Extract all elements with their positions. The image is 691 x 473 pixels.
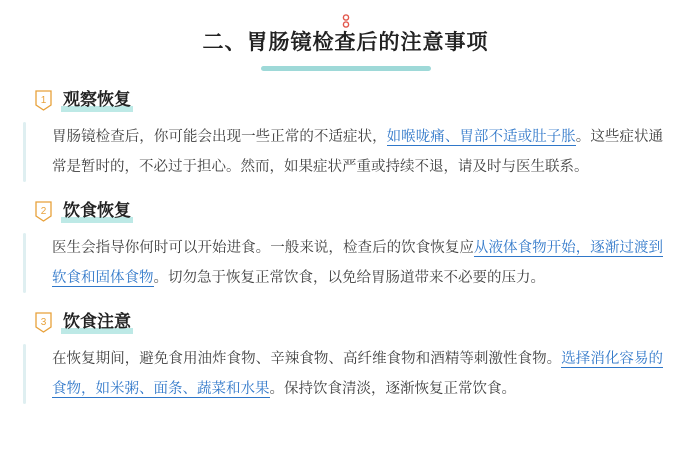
section-1-header xyxy=(22,89,669,112)
section-3-paragraph xyxy=(26,344,669,404)
text-part: 医生会指导你何时可以开始进食。一般来说，检查后的饮食恢复应 xyxy=(52,240,474,256)
highlighted-text: 如喉咙痛、胃部不适或肚子胀 xyxy=(386,129,576,145)
section-1-heading xyxy=(61,89,133,112)
section-2-heading-text: 饮食恢复 xyxy=(63,201,131,220)
text-part: 胃肠镜检查后，你可能会出现一些正常的不适症状， xyxy=(52,129,387,145)
text-part: 。这些症状通常是暂时的，不必过于担心。然而，如果症状严重或持续不退，请及时与医生联系。 xyxy=(52,129,664,175)
numbered-ribbon-icon xyxy=(34,201,53,222)
section-3-heading xyxy=(61,311,133,334)
section-2-paragraph xyxy=(26,233,669,293)
section-1-body xyxy=(22,122,669,182)
text-part: 在恢复期间，避免食用油炸食物、辛辣食物、高纤维食物和酒精等刺激性食物。 xyxy=(52,351,562,367)
numbered-ribbon-icon xyxy=(34,312,53,333)
section-1-heading-text: 观察恢复 xyxy=(63,90,131,109)
text-part: 。保持饮食清淡，逐渐恢复正常饮食。 xyxy=(269,381,516,397)
section-2-number: 2 xyxy=(40,206,47,217)
page-title: 二、胃肠镜检查后的注意事项 xyxy=(202,31,489,54)
section-2 xyxy=(22,200,669,293)
section-3-body xyxy=(22,344,669,404)
page-title-wrap xyxy=(22,28,669,71)
highlighted-text: 从液体食物开始，逐渐过渡到软食和固体食物 xyxy=(52,240,664,286)
section-3-number: 3 xyxy=(40,317,47,328)
section-3 xyxy=(22,311,669,404)
section-1-number: 1 xyxy=(40,95,47,106)
section-2-header xyxy=(22,200,669,223)
text-part: 。切勿急于恢复正常饮食，以免给胃肠道带来不必要的压力。 xyxy=(153,270,545,286)
highlighted-text: 选择消化容易的食物，如米粥、面条、蔬菜和水果 xyxy=(52,351,664,397)
section-2-heading xyxy=(61,200,133,223)
section-1-paragraph xyxy=(26,122,669,182)
double-dot-ornament-icon xyxy=(22,0,669,26)
section-2-body xyxy=(22,233,669,293)
section-3-heading-text: 饮食注意 xyxy=(63,312,131,331)
title-underline xyxy=(261,66,431,71)
numbered-ribbon-icon xyxy=(34,90,53,111)
section-3-header xyxy=(22,311,669,334)
section-1 xyxy=(22,89,669,182)
